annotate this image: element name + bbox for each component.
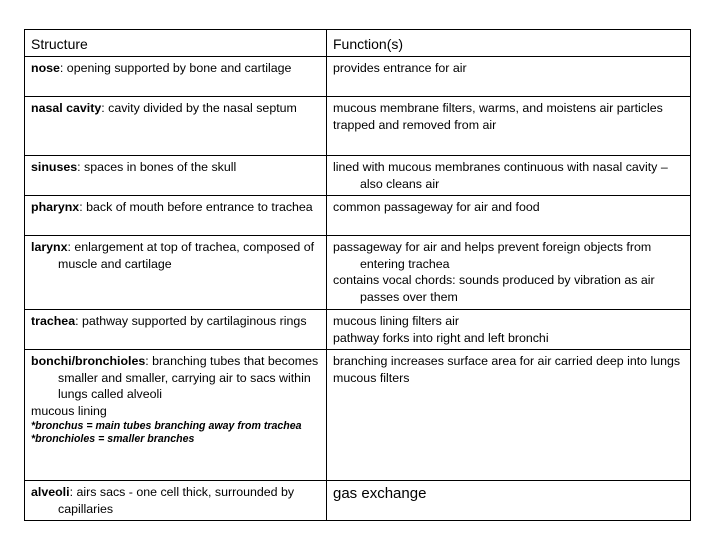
function-item: mucous filters <box>333 370 410 385</box>
function-item: mucous membrane filters, warms, and moistens air particles trapped and removed from air <box>333 101 663 132</box>
structure-cell <box>25 57 327 97</box>
structure-cell <box>25 350 327 481</box>
function-cell <box>327 310 691 350</box>
function-item: provides entrance for air <box>333 61 467 75</box>
table-row-nose <box>25 57 691 97</box>
function-item: branching increases surface area for air carried deep into lungs <box>333 354 681 368</box>
table-header-row <box>25 30 691 57</box>
function-item: mucous lining filters air <box>333 314 460 328</box>
function-item: passageway for air and helps prevent foreign objects from entering trachea <box>333 240 652 271</box>
table-row-pharynx <box>25 196 691 236</box>
anatomy-table-container <box>24 29 690 521</box>
structure-desc: : enlargement at top of trachea, composed of muscle and cartilage <box>58 240 315 271</box>
structure-text <box>31 199 320 216</box>
structure-cell <box>25 97 327 156</box>
function-cell <box>327 481 691 521</box>
note-item: *bronchus = main tubes branching away from trachea <box>31 420 302 432</box>
structure-term: alveoli <box>31 485 70 499</box>
header-structure: Structure <box>25 30 327 57</box>
function-cell <box>327 350 691 481</box>
table-row-alveoli <box>25 481 691 521</box>
structure-term: pharynx <box>31 200 80 214</box>
function-item: lined with mucous membranes continuous with nasal cavity – also cleans air <box>333 160 668 191</box>
structure-desc: : back of mouth before entrance to trachea <box>79 200 313 214</box>
structure-term: nose <box>31 61 60 75</box>
structure-text <box>31 159 320 176</box>
structure-text <box>31 353 320 403</box>
table-row-larynx <box>25 236 691 310</box>
function-item: common passageway for air and food <box>333 200 540 214</box>
structure-desc-extra: mucous lining <box>31 403 107 418</box>
structure-cell <box>25 310 327 350</box>
respiratory-structures-table <box>24 29 691 521</box>
structure-term: sinuses <box>31 160 78 174</box>
structure-text <box>31 484 320 517</box>
structure-text <box>31 60 320 77</box>
structure-term: trachea <box>31 314 76 328</box>
structure-text <box>31 100 320 117</box>
function-item: contains vocal chords: sounds produced by vibration as air passes over them <box>333 273 655 304</box>
structure-desc: : opening supported by bone and cartilage <box>59 61 292 75</box>
structure-desc: : pathway supported by cartilaginous rings <box>75 314 307 328</box>
function-item: pathway forks into right and left bronchi <box>333 330 549 345</box>
structure-notes <box>31 420 320 446</box>
note-item: *bronchioles = smaller branches <box>31 433 195 445</box>
structure-desc: : airs sacs - one cell thick, surrounded by capillaries <box>58 485 295 516</box>
structure-term: bonchi/bronchioles <box>31 354 146 368</box>
table-row-trachea <box>25 310 691 350</box>
structure-text <box>31 239 320 272</box>
structure-term: larynx <box>31 240 68 254</box>
structure-cell <box>25 236 327 310</box>
structure-cell <box>25 481 327 521</box>
structure-desc: : spaces in bones of the skull <box>77 160 237 174</box>
function-cell <box>327 196 691 236</box>
structure-text <box>31 313 320 330</box>
function-cell <box>327 57 691 97</box>
table-row-sinuses <box>25 156 691 196</box>
function-cell <box>327 156 691 196</box>
table-row-nasal-cavity <box>25 97 691 156</box>
function-item: gas exchange <box>333 485 427 502</box>
function-cell <box>327 236 691 310</box>
structure-desc: : cavity divided by the nasal septum <box>101 101 297 115</box>
header-functions: Function(s) <box>327 30 691 57</box>
structure-term: nasal cavity <box>31 101 102 115</box>
function-cell <box>327 97 691 156</box>
structure-desc: : branching tubes that becomes smaller and smaller, carrying air to sacs within lungs called alveoli <box>58 354 319 401</box>
table-row-bronchi <box>25 350 691 481</box>
structure-cell <box>25 196 327 236</box>
structure-cell <box>25 156 327 196</box>
